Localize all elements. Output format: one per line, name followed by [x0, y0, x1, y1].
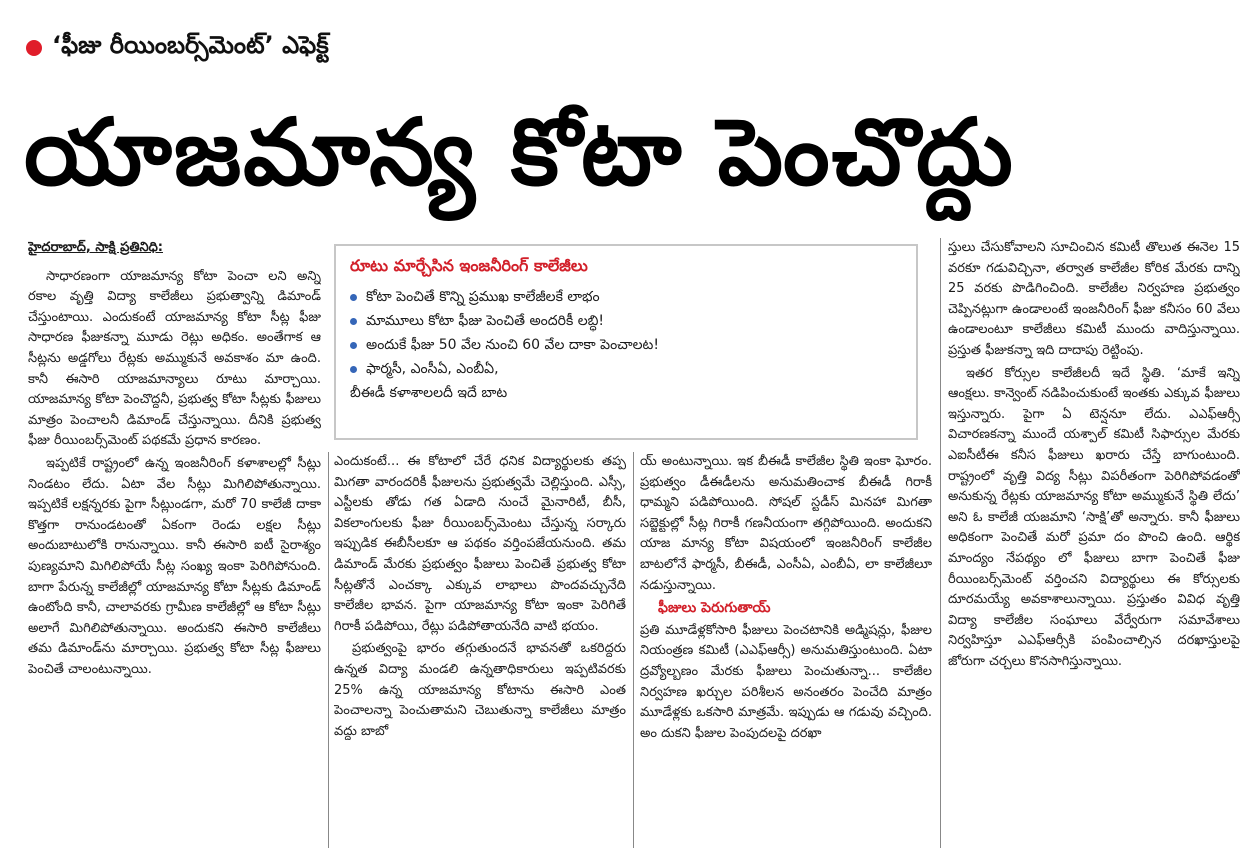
article-column-2	[334, 452, 626, 848]
list-item: మామూలు కోటా ఫీజు పెంచితే అందరికీ లబ్ధి!	[350, 309, 902, 333]
paragraph: య్ అంటున్నాయి. ఇక బీఈడీ కాలేజీల స్థితి ఇంకా ఘోరం. ప్రభుత్వం డీఈడీలను అనుమతించాక బీఈడీ గిరాకీ ధామ్మని పడిపోయింది. సోషల్ స్టడీస్ మినహా మిగతా సబ్జెక్టుల్లో సీట్ల గిరాకీ గణనీయంగా తగ్గిపోయింది. అందుకని యాజ మాన్య కోటా విషయంలో ఇంజనీరింగ్ కాలేజీల బాటలోనే ఫార్మసీ, బీఈడీ, ఎంసీఏ, ఎంబీఏ, లా కాలేజీలూ నడుస్తున్నాయి.	[640, 454, 932, 593]
bullet-icon	[350, 342, 357, 349]
highlight-list	[350, 285, 902, 405]
red-dot-icon	[26, 40, 42, 56]
list-item: ఫార్మసీ, ఎంసీఏ, ఎంబీఏ, బీఈడీ కళాశాలలదీ ఇదే బాట	[350, 361, 508, 401]
column-divider	[328, 452, 329, 848]
dateline: హైదరాబాద్, సాక్షి ప్రతినిధి:	[28, 240, 163, 255]
paragraph: ఇతర కోర్సుల కాలేజీలదీ ఇదే స్థితి. ‘మాకే ఇన్ని ఆంక్షలు. కాన్వెంట్ నడిపించుకుంటే ఇంతకు ఎక్కువ ఫీజులు ఇస్తున్నారు. పైగా ఏ టెన్షనూ లేదు. ఎఎఫ్ఆర్సీ విచారణకన్నా ముందే యశ్పాల్ కమిటీ సిఫార్సుల మేరకు ఎఐసీటీఈ కనీస ఫీజులు ఖరారు చేస్తే బాగుంటుంది. రాష్ట్రంలో వృత్తి విద్య సీట్లు విపరీతంగా పెరిగిపోవడంతో అనుకున్న రేట్లకు యాజమాన్య కోటా అమ్ముకునే స్థితి లేదు’ అని ఓ కాలేజీ యజమాని ‘సాక్షి’తో అన్నారు. కానీ ఫీజులు అధికంగా పెంచితే మరో ప్రమా దం పొంచి ఉంది. ఆర్థిక మాంద్యం నేపథ్యం లో ఫీజులు బాగా పెంచితే ఫీజు రీయింబర్స్‌మెంట్ వర్తించని విద్యార్థులు ఈ కోర్సులకు దూరమయ్యే అవకాశాలున్నాయి. ప్రస్తుతం వివిధ వృత్తి విద్యా కాలేజీల సంఘాలు వేర్వేరుగా సమావేశాలు నిర్వహిస్తూ ఎఎఫ్ఆర్సీకి పంపించాల్సిన దరఖాస్తులపై జోరుగా చర్చలు కొనసాగిస్తున్నాయి.	[948, 365, 1240, 669]
paragraph: ప్రతి మూడేళ్లకోసారి ఫీజులు పెంచటానికి అడ్మిషన్లు, ఫీజుల నియంత్రణ కమిటీ (ఎఎఫ్ఆర్సీ) అనుమతిస్తుంటుంది. ఏటా ద్రవ్యోల్బణం మేరకు ఫీజులు పెంచుతున్నా... కాలేజీల నిర్వహణ ఖర్చుల పరిశీలన అనంతరం పెంచేది మాత్రం మూడేళ్లకు ఒకసారి మాత్రమే. ఇప్పుడు ఆ గడువు వచ్చింది. అం దుకని ఫీజుల పెంపుదలపై దరఖా	[640, 622, 932, 741]
paragraph: స్తులు చేసుకోవాలని సూచించిన కమిటీ తొలుత ఈనెల 15 వరకూ గడువిచ్చినా, తర్వాత కాలేజీల కోరిక మేరకు దాన్ని 25 వరకు పొడిగించింది. కాలేజీల నిర్వహణ ప్రభుత్వం చెప్పినట్లుగా ఉండాలంటే ఇంజనీరింగ్ ఫీజు కనీసం 60 వేలు ఉండాలంటూ కాలేజీలు కమిటీ ముందు వాదిస్తున్నాయి. ప్రస్తుత ఫీజుకన్నా ఇది దాదాపు రెట్టింపు.	[948, 240, 1240, 358]
paragraph: సాధారణంగా యాజమాన్య కోటా పెంచా లని అన్ని రకాల వృత్తి విద్యా కాలేజీలు ప్రభుత్వాన్ని డిమాండ్ చేస్తుంటాయి. ఎందుకంటే యాజమాన్య కోటా సీట్ల ఫీజు సాధారణ ఫీజుకన్నా మూడు రెట్లు అధికం. అంతేగాక ఆ సీట్లను అడ్డగోలు రేట్లకు అమ్ముకునే అవకాశం మా ఉంది. కానీ ఈసారి యాజమాన్యాలు రూటు మార్చాయి. యాజమాన్య కోటా పెంచొద్దనీ, ప్రభుత్వ కోటా సీట్లకు ఫీజులు మాత్రం పెంచాలనీ డిమాండ్ చేస్తున్నాయి. దీనికి ప్రభుత్వ ఫీజు రీయింబర్స్‌మెంట్ పథకమే ప్రధాన కారణం.	[28, 268, 321, 449]
article-column-3	[640, 452, 932, 848]
kicker-text: ‘ఫీజు రీయింబర్స్‌మెంట్’ ఎఫెక్ట్	[52, 31, 329, 59]
paragraph: ఎందుకంటే... ఈ కోటాలో చేరే ధనిక విద్యార్థులకు తప్ప మిగతా వారందరికీ ఫీజులను ప్రభుత్వమే చెల్లిస్తుంది. ఎస్సీ, ఎస్టీలకు తోడు గత ఏడాది నుంచే మైనారిటీ, బీసీ, వికలాంగులకు ఫీజు రీయింబర్స్‌మెంటు చేస్తున్న సర్కారు ఇప్పుడిక ఈబీసీలకూ ఆ పథకం వర్తింపజేయనుంది. తమ డిమాండ్ మేరకు ప్రభుత్వం ఫీజులు పెంచితే ప్రభుత్వ కోటా సీట్లతోనే ఎంచక్కా ఎక్కువ లాభాలు పొందవచ్చునేది కాలేజీల భావన. పైగా యాజమాన్య కోటా ఇంకా పెరిగితే గిరాకీ పడిపోయి, రేట్లు పడిపోతాయనేది వాటి భయం.	[334, 454, 626, 634]
subheading: ఫీజులు పెరుగుతాయ్	[658, 600, 771, 617]
highlight-box	[334, 244, 918, 440]
bullet-icon	[350, 294, 357, 301]
list-item: అందుకే ఫీజు 50 వేల నుంచి 60 వేల దాకా పెంచాలట!	[350, 333, 902, 357]
highlight-box-title: రూటు మార్చేసిన ఇంజనీరింగ్ కాలేజీలు	[350, 256, 588, 275]
bullet-icon	[350, 318, 357, 325]
paragraph: ఇప్పటికే రాష్ట్రంలో ఉన్న ఇంజనీరింగ్ కళాశాలల్లో సీట్లు నిండటం లేదు. ఏటా వేల సీట్లు మిగిలిపోతున్నాయి. ఇప్పటికే లక్షన్నరకు పైగా సీట్లుండగా, మరో 70 కాలేజీ దాకా కొత్తగా రానుండటంతో ఏకంగా రెండు లక్షల సీట్లు అందుబాటులోకి రానున్నాయి. కానీ ఈసారి ఐటీ సైరాశ్యం పుణ్యమాని మిగిలిపోయే సీట్ల సంఖ్య ఇంకా పెరిగిపోనుంది. బాగా పేరున్న కాలేజీల్లో యాజమాన్య కోటా సీట్లకు డిమాండ్ ఉంటోంది కానీ, చాలావరకు గ్రామీణ కాలేజీల్లో ఆ కోటా సీట్లు అలాగే మిగిలిపోతున్నాయి. అందుకని ఈసారి కాలేజీలు తమ డిమాండ్‌ను మార్చాయి. ప్రభుత్వ కోటా సీట్ల ఫీజులు పెంచితే చాలంటున్నాయి.	[28, 455, 321, 677]
kicker	[26, 30, 329, 66]
column-divider	[940, 238, 941, 848]
headline: యాజమాన్య కోటా పెంచొద్దు	[24, 99, 1015, 206]
column-divider	[633, 452, 634, 848]
bullet-icon	[350, 366, 357, 373]
article-column-4	[948, 238, 1240, 848]
list-item: కోటా పెంచితే కొన్ని ప్రముఖ కాలేజీలకే లాభం	[350, 285, 902, 309]
article-column-1	[28, 238, 321, 848]
paragraph: ప్రభుత్వంపై భారం తగ్గుతుందనే భావనతో ఒకరిద్దరు ఉన్నత విద్యా మండలి ఉన్నతాధికారులు ఇప్పటివరకు 25% ఉన్న యాజమాన్య కోటాను ఈసారి ఎంత పెంచాలన్నా పెంచుతామని చెబుతున్నా కాలేజీలు మాత్రం వద్దు బాబో	[334, 641, 626, 739]
